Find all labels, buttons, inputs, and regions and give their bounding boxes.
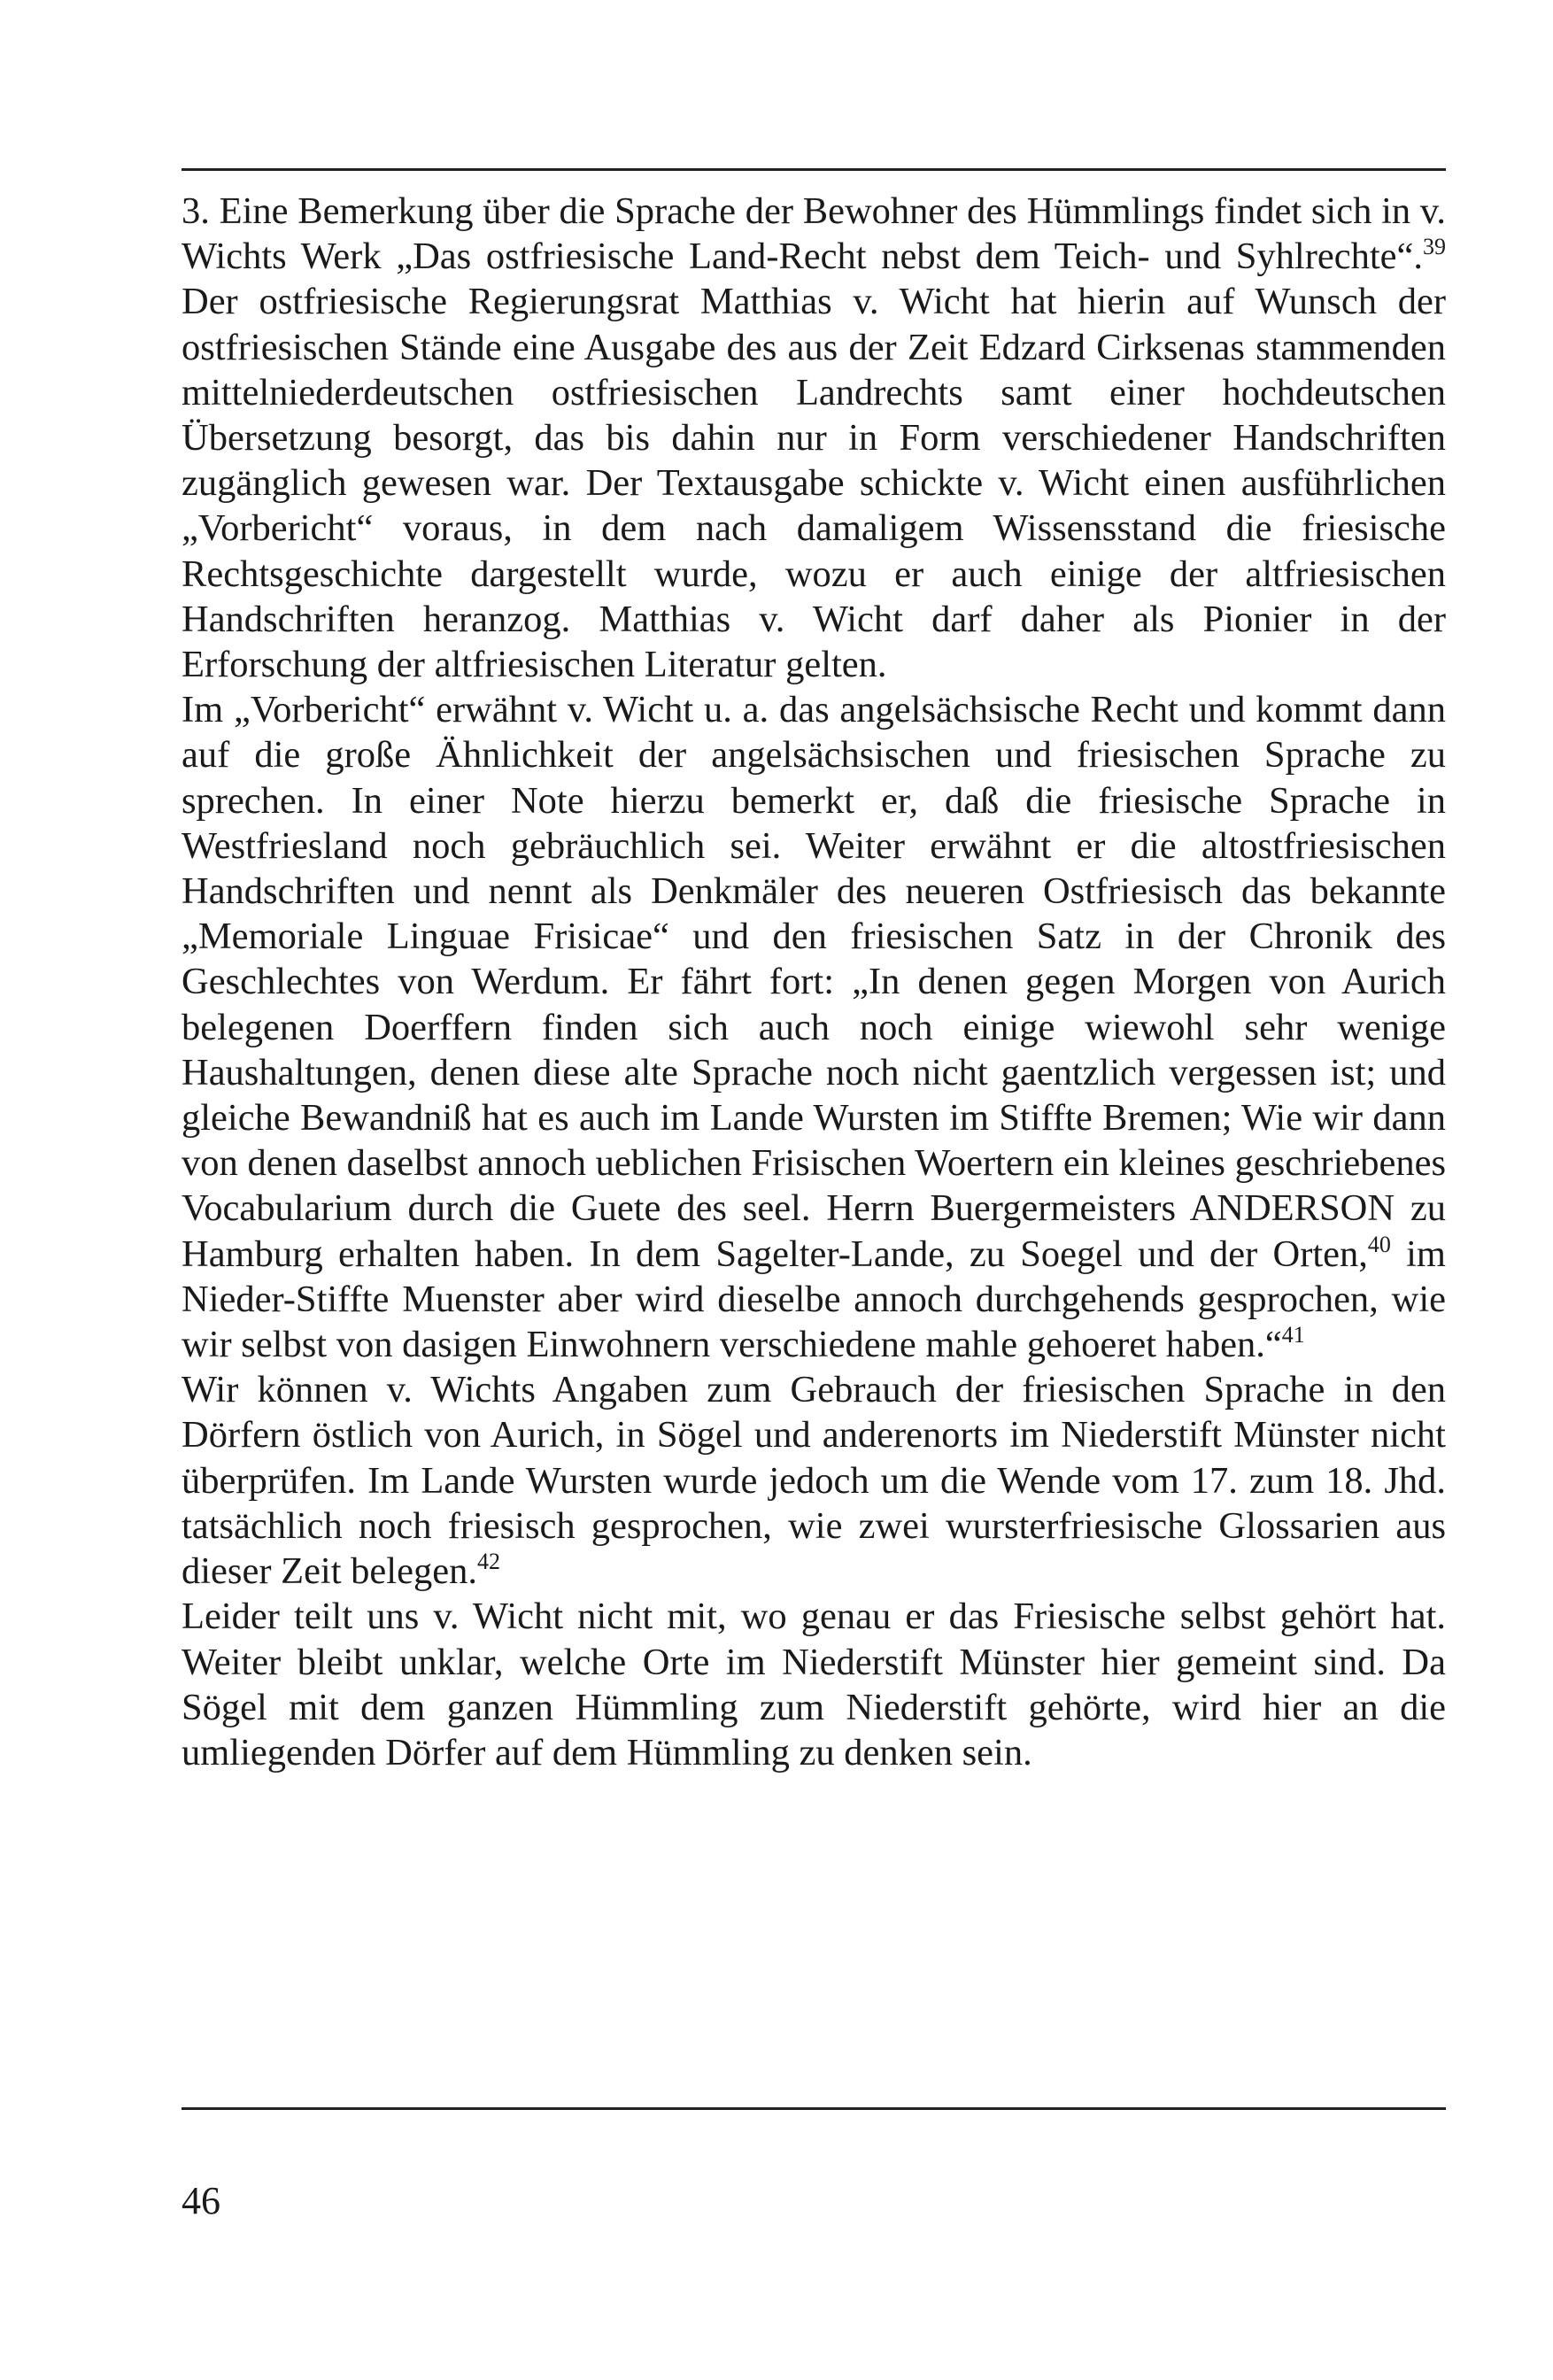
bottom-rule [182,2107,1446,2110]
paragraph-text: Wir können v. Wichts Angaben zum Gebrauch der friesischen Sprache in den Dörfern östlich von Aurich, in Sögel und anderenorts im Niederstift Münster nicht überprüfen. Im Lande Wursten wurde jedoch um die Wende vom 17. zum 18. Jhd. tatsächlich noch friesisch gesprochen, wie zwei wursterfriesische Glossarien aus dieser Zeit belegen. [182,1369,1446,1593]
paragraph-text: Im „Vorbericht“ erwähnt v. Wicht u. a. das angelsächsische Recht und kommt dann auf die große Ähnlichkeit der angelsächsischen und friesischen Sprache zu sprechen. In einer Note hierzu bemerkt er, daß die friesische Sprache in Westfriesland noch gebräuchlich sei. Weiter erwähnt er die altostfriesischen Handschriften und nennt als Denkmäler des neueren Ostfriesisch das bekannte „Memoriale Linguae Frisicae“ und den friesischen Satz in der Chronik des Geschlechtes von Werdum. Er fährt fort: „In denen gegen Morgen von Aurich belegenen Doerffern finden sich auch noch einige wiewohl sehr wenige Haushaltungen, denen diese alte Sprache noch nicht gaentzlich vergessen ist; und gleiche Bewandniß hat es auch im Lande Wursten im Stiffte Bremen; Wie wir dann von denen daselbst annoch ueblichen Frisischen Woertern ein kleines geschriebenes Vocabularium durch die Guete des seel. Herrn Buergermeisters ANDERSON zu Hamburg erhalten haben. In dem Sagelter-Lande, zu Soegel und der Orten, [182,689,1446,1275]
paragraph [182,189,1446,687]
body-text [182,189,1446,1775]
page-number: 46 [182,2179,220,2222]
paragraph-text: 3. Eine Bemerkung über die Sprache der Bewohner des Hümmlings findet sich in v. Wichts Werk „Das ostfriesische Land-Recht nebst dem Teich- und Syhlrechte“. [182,190,1446,278]
paragraph-text: Der ostfriesische Regierungsrat Matthias v. Wicht hat hierin auf Wunsch der ostfriesischen Stände eine Ausgabe des aus der Zeit Edzard Cirksenas stammenden mittelniederdeutschen ostfriesischen Landrechts samt einer hochdeutschen Übersetzung besorgt, das bis dahin nur in Form verschiedener Handschriften zugänglich gewesen war. Der Textausgabe schickte v. Wicht einen ausführlichen „Vorbericht“ voraus, in dem nach damaligem Wissensstand die friesische Rechtsgeschichte dargestellt wurde, wozu er auch einige der altfriesischen Handschriften heranzog. Matthias v. Wicht darf daher als Pionier in der Erforschung der altfriesischen Literatur gelten. [182,281,1446,686]
paragraph [182,1367,1446,1594]
paragraph [182,687,1446,1367]
paragraph-text: im Nieder-Stiffte Muenster aber wird dieselbe annoch durchgehends gesprochen, wie wir selbst von dasigen Einwohnern verschiedene mahle gehoeret haben.“ [182,1232,1446,1366]
footnote-marker: 41 [1281,1322,1305,1348]
paragraph-text: Leider teilt uns v. Wicht nicht mit, wo genau er das Friesische selbst gehört hat. Weiter bleibt unklar, welche Orte im Niederstift Münster hier gemeint sind. Da Sögel mit dem ganzen Hümmling zum Niederstift gehörte, wird hier an die umliegenden Dörfer auf dem Hümmling zu denken sein. [182,1596,1446,1773]
footnote-marker: 39 [1423,234,1446,260]
footnote-marker: 42 [476,1549,500,1575]
top-rule [182,168,1446,171]
footnote-marker: 40 [1367,1231,1391,1257]
paragraph [182,1594,1446,1775]
